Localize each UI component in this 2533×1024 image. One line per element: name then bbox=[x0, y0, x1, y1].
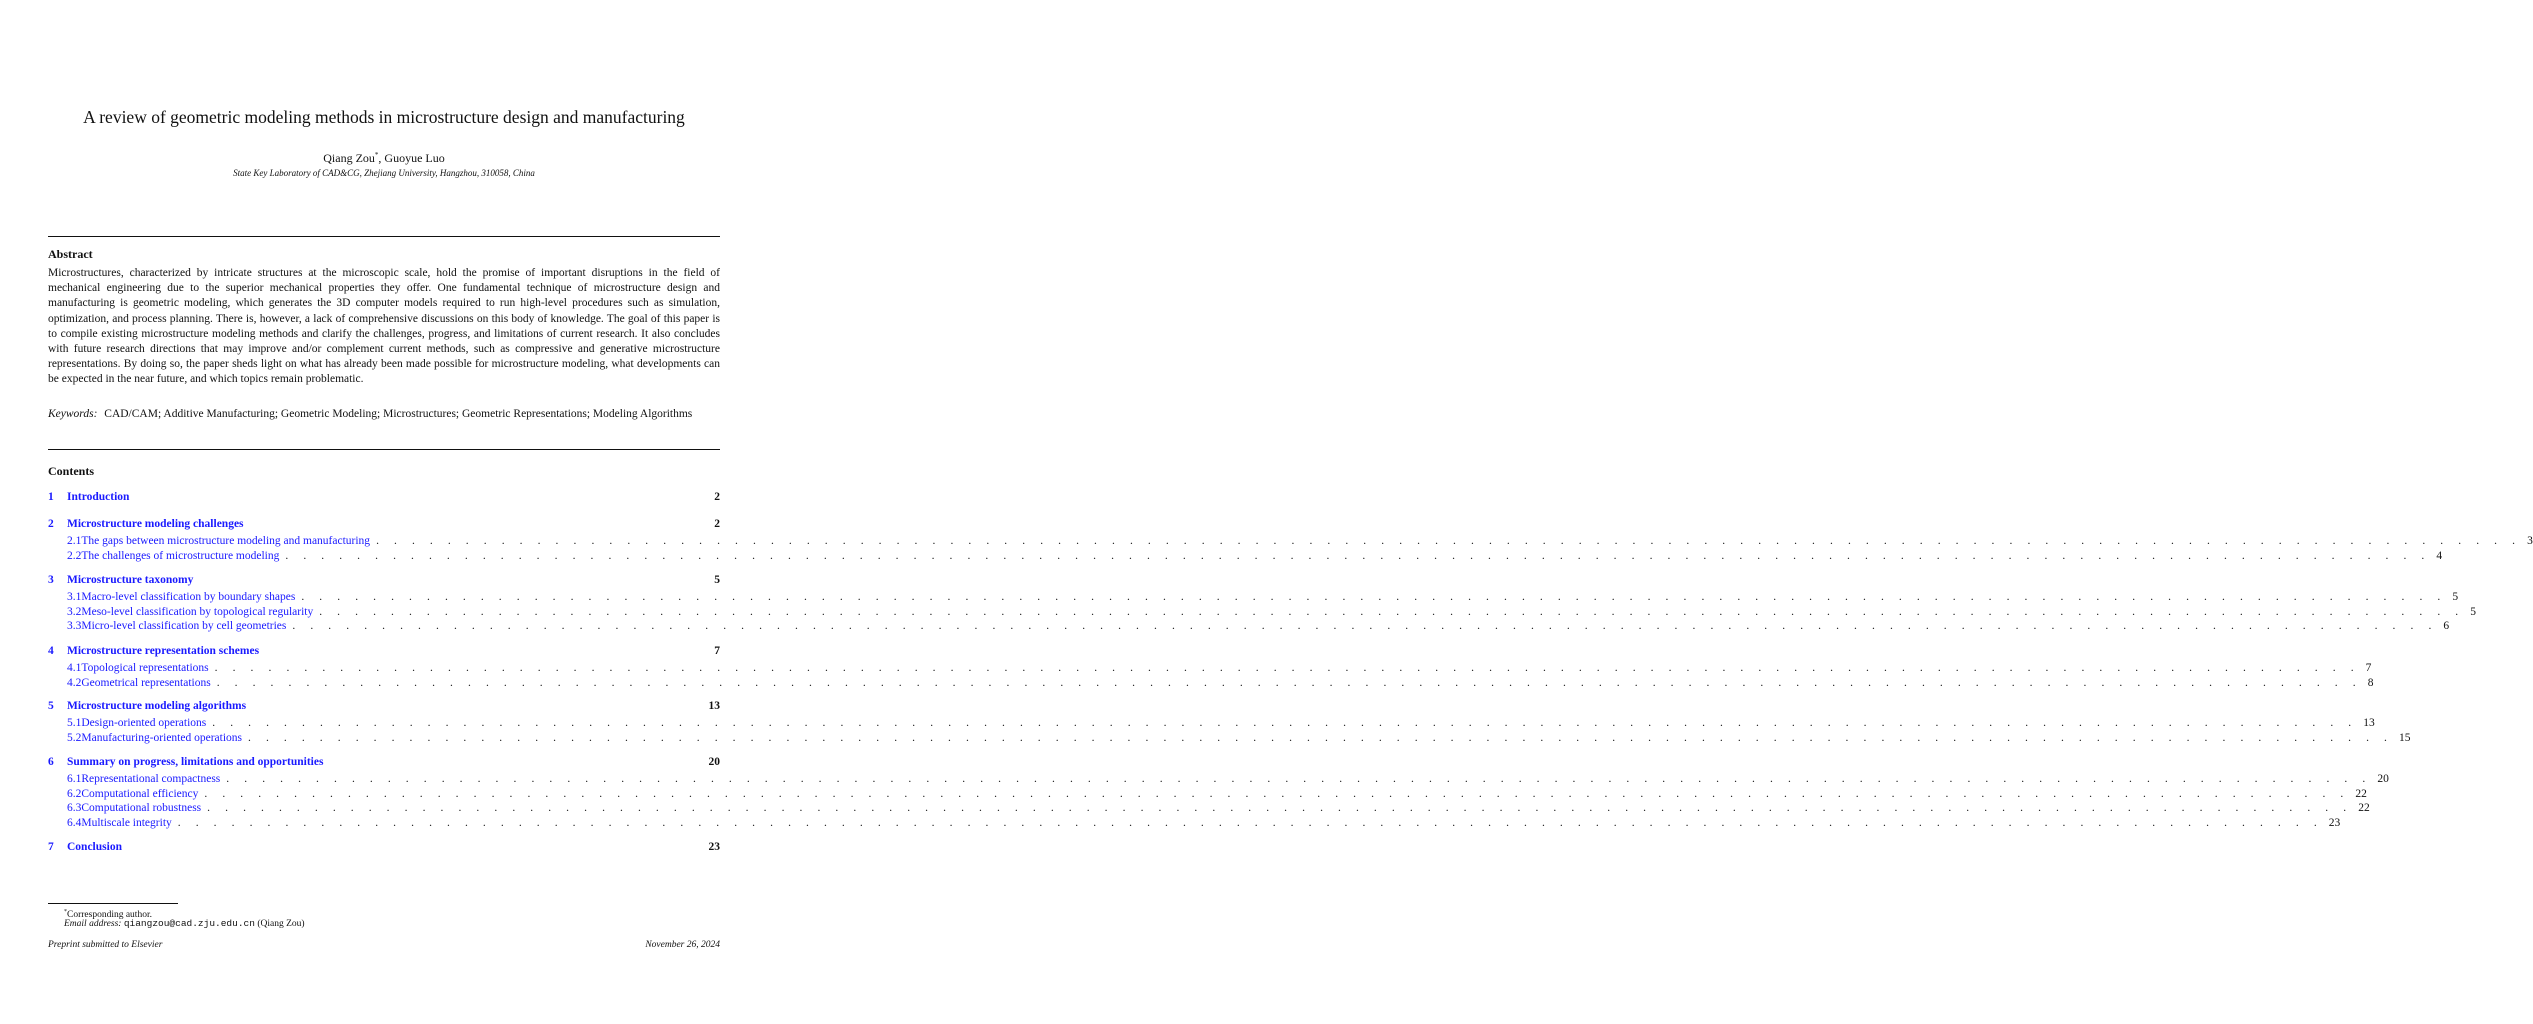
author-name: , Guoyue Luo bbox=[378, 151, 445, 165]
toc-subsection-title[interactable]: Computational efficiency bbox=[81, 787, 199, 800]
toc-subsection-title[interactable]: Multiscale integrity bbox=[81, 816, 172, 829]
toc-subsection-page: 5 bbox=[2452, 591, 2459, 603]
abstract-bottom-rule bbox=[48, 449, 720, 450]
toc-section-number: 2 bbox=[48, 518, 54, 530]
toc-subsection-number: 3.2 bbox=[67, 605, 82, 618]
toc-subsection-number: 3.1 bbox=[67, 591, 82, 603]
keywords-text: CAD/CAM; Additive Manufacturing; Geometric Modeling; Microstructures; Geometric Representations; Modeling Algorithms bbox=[104, 408, 693, 420]
footnote-mark: * bbox=[64, 909, 67, 915]
toc-subsection-number: 6.3 bbox=[67, 802, 82, 815]
toc-subsection-page: 13 bbox=[2363, 717, 2375, 729]
toc-subsection-number: 5.1 bbox=[67, 717, 82, 729]
toc-dot-leader: . . . . . . . . . . . . . . . . . . . . . . . . . . . . . . . . . . . . . . . . . . . . . . . . . . . . . . . . . . . . . . . . . . . . . . . . . . . . . . . . . . . . . . . . . . . . . . . . . . . . . . . . . . . . . . . . . . . . . . . . bbox=[177, 816, 2323, 829]
toc-section-number: 7 bbox=[48, 841, 54, 853]
toc-section-4[interactable] bbox=[48, 644, 720, 659]
toc-subsection-page: 6 bbox=[2443, 620, 2450, 633]
toc-section-page: 2 bbox=[714, 491, 720, 503]
toc-section-5[interactable] bbox=[48, 699, 720, 714]
toc-subsection-page: 22 bbox=[2358, 802, 2370, 815]
footer-date: November 26, 2024 bbox=[645, 940, 720, 950]
toc-subsection-page: 3 bbox=[2527, 535, 2533, 547]
toc-subsection-4.2[interactable] bbox=[48, 676, 2374, 691]
toc-subsection-title[interactable]: Micro-level classification by cell geometries bbox=[81, 620, 287, 633]
toc-dot-leader: . . . . . . . . . . . . . . . . . . . . . . . . . . . . . . . . . . . . . . . . . . . . . . . . . . . . . . . . . . . . . . . . . . . . . . . . . . . . . . . . . . . . . . . . . . . . . . . . . . . . . . . . . . . . . . . . . . . . . . . . bbox=[301, 591, 2447, 603]
toc-subsection-number: 3.3 bbox=[67, 620, 82, 633]
affiliation: State Key Laboratory of CAD&CG, Zhejiang University, Hangzhou, 310058, China bbox=[233, 168, 535, 178]
toc-subsection-2.2[interactable] bbox=[48, 549, 2443, 564]
toc-subsection-number: 5.2 bbox=[67, 731, 82, 744]
footer-preprint: Preprint submitted to Elsevier bbox=[48, 940, 163, 950]
toc-section-title[interactable]: Microstructure representation schemes bbox=[67, 645, 260, 657]
toc-subsection-page: 20 bbox=[2377, 773, 2389, 785]
toc-dot-leader: . . . . . . . . . . . . . . . . . . . . . . . . . . . . . . . . . . . . . . . . . . . . . . . . . . . . . . . . . . . . . . . . . . . . . . . . . . . . . . . . . . . . . . . . . . . . . . . . . . . . . . . . . . . . . . . . . . . . . . . . bbox=[292, 620, 2438, 633]
toc-section-title[interactable]: Microstructure modeling algorithms bbox=[67, 700, 247, 712]
toc-subsection-number: 6.4 bbox=[67, 816, 82, 829]
toc-subsection-3.1[interactable] bbox=[48, 590, 2459, 605]
toc-section-page: 7 bbox=[714, 645, 720, 657]
toc-section-title[interactable]: Introduction bbox=[67, 491, 130, 503]
toc-subsection-page: 15 bbox=[2399, 731, 2411, 744]
toc-subsection-number: 6.1 bbox=[67, 773, 82, 785]
contents-heading: Contents bbox=[48, 464, 95, 478]
keywords-label: Keywords: bbox=[48, 408, 98, 420]
toc-subsection-page: 22 bbox=[2355, 787, 2367, 800]
corresponding-mark[interactable]: * bbox=[374, 151, 379, 159]
toc-subsection-title[interactable]: The challenges of microstructure modeling bbox=[81, 549, 280, 562]
toc-subsection-page: 8 bbox=[2367, 676, 2374, 689]
toc-dot-leader: . . . . . . . . . . . . . . . . . . . . . . . . . . . . . . . . . . . . . . . . . . . . . . . . . . . . . . . . . . . . . . . . . . . . . . . . . . . . . . . . . . . . . . . . . . . . . . . . . . . . . . . . . . . . . . . . . . . . . . . . bbox=[376, 535, 2522, 547]
toc-section-title[interactable]: Microstructure taxonomy bbox=[67, 574, 194, 586]
toc-section-page: 23 bbox=[708, 841, 720, 853]
toc-section-number: 6 bbox=[48, 756, 54, 768]
toc-dot-leader: . . . . . . . . . . . . . . . . . . . . . . . . . . . . . . . . . . . . . . . . . . . . . . . . . . . . . . . . . . . . . . . . . . . . . . . . . . . . . . . . . . . . . . . . . . . . . . . . . . . . . . . . . . . . . . . . . . . . . . . . bbox=[216, 676, 2362, 689]
toc-section-7[interactable] bbox=[48, 840, 720, 855]
toc-subsection-title[interactable]: The gaps between microstructure modeling and manufacturing bbox=[81, 535, 371, 547]
toc-dot-leader: . . . . . . . . . . . . . . . . . . . . . . . . . . . . . . . . . . . . . . . . . . . . . . . . . . . . . . . . . . . . . . . . . . . . . . . . . . . . . . . . . . . . . . . . . . . . . . . . . . . . . . . . . . . . . . . . . . . . . . . . bbox=[204, 787, 2350, 800]
toc-section-page: 13 bbox=[708, 700, 720, 712]
footnote-text: Corresponding author. bbox=[67, 910, 152, 920]
email-link[interactable]: qiangzou@cad.zju.edu.cn bbox=[123, 918, 255, 929]
toc-subsection-6.2[interactable] bbox=[48, 787, 2367, 802]
toc-dot-leader: . . . . . . . . . . . . . . . . . . . . . . . . . . . . . . . . . . . . . . . . . . . . . . . . . . . . . . . . . . . . . . . . . . . . . . . . . . . . . . . . . . . . . . . . . . . . . . . . . . . . . . . . . . . . . . . . . . . . . . . . bbox=[285, 549, 2431, 562]
toc-section-1[interactable] bbox=[48, 490, 720, 505]
toc-subsection-6.1[interactable] bbox=[48, 772, 2389, 787]
toc-subsection-number: 6.2 bbox=[67, 787, 82, 800]
toc-subsection-3.2[interactable] bbox=[48, 605, 2477, 620]
toc-section-number: 1 bbox=[48, 491, 54, 503]
toc-section-2[interactable] bbox=[48, 517, 720, 532]
toc-subsection-title[interactable]: Geometrical representations bbox=[81, 676, 211, 689]
footnote-email bbox=[64, 918, 305, 930]
toc-section-title[interactable]: Summary on progress, limitations and opportunities bbox=[67, 756, 324, 768]
toc-subsection-3.3[interactable] bbox=[48, 619, 2450, 634]
author-name: Qiang Zou bbox=[323, 151, 375, 165]
toc-subsection-number: 4.1 bbox=[67, 662, 82, 674]
toc-subsection-number: 4.2 bbox=[67, 676, 82, 689]
toc-subsection-title[interactable]: Computational robustness bbox=[81, 802, 202, 815]
toc-subsection-title[interactable]: Design-oriented operations bbox=[81, 717, 207, 729]
toc-section-title[interactable]: Conclusion bbox=[67, 841, 122, 853]
toc-subsection-number: 2.2 bbox=[67, 549, 82, 562]
toc-section-page: 20 bbox=[708, 756, 720, 768]
toc-section-number: 4 bbox=[48, 645, 54, 657]
toc-section-6[interactable] bbox=[48, 755, 720, 770]
toc-dot-leader: . . . . . . . . . . . . . . . . . . . . . . . . . . . . . . . . . . . . . . . . . . . . . . . . . . . . . . . . . . . . . . . . . . . . . . . . . . . . . . . . . . . . . . . . . . . . . . . . . . . . . . . . . . . . . . . . . . . . . . . . bbox=[248, 731, 2394, 744]
toc-subsection-page: 23 bbox=[2328, 816, 2341, 829]
toc-subsection-5.1[interactable] bbox=[48, 716, 2375, 731]
toc-dot-leader: . . . . . . . . . . . . . . . . . . . . . . . . . . . . . . . . . . . . . . . . . . . . . . . . . . . . . . . . . . . . . . . . . . . . . . . . . . . . . . . . . . . . . . . . . . . . . . . . . . . . . . . . . . . . . . . . . . . . . . . . bbox=[214, 662, 2360, 674]
toc-subsection-title[interactable]: Manufacturing-oriented operations bbox=[81, 731, 242, 744]
toc-subsection-6.3[interactable] bbox=[48, 801, 2370, 816]
toc-subsection-5.2[interactable] bbox=[48, 731, 2411, 746]
toc-subsection-2.1[interactable] bbox=[48, 534, 2533, 549]
toc-section-page: 2 bbox=[714, 518, 720, 530]
toc-section-3[interactable] bbox=[48, 573, 720, 588]
author-line bbox=[0, 147, 768, 166]
email-label: Email address: bbox=[64, 919, 122, 929]
toc-dot-leader: . . . . . . . . . . . . . . . . . . . . . . . . . . . . . . . . . . . . . . . . . . . . . . . . . . . . . . . . . . . . . . . . . . . . . . . . . . . . . . . . . . . . . . . . . . . . . . . . . . . . . . . . . . . . . . . . . . . . . . . . bbox=[319, 605, 2465, 618]
paper-title: A review of geometric modeling methods in microstructure design and manufacturing bbox=[83, 107, 685, 127]
toc-subsection-page: 7 bbox=[2365, 662, 2372, 674]
keywords bbox=[48, 407, 720, 422]
toc-subsection-title[interactable]: Topological representations bbox=[81, 662, 209, 674]
toc-section-page: 5 bbox=[714, 574, 720, 586]
toc-section-title[interactable]: Microstructure modeling challenges bbox=[67, 518, 244, 530]
email-owner: (Qiang Zou) bbox=[257, 919, 305, 929]
abstract-heading: Abstract bbox=[48, 247, 93, 261]
toc-section-number: 5 bbox=[48, 700, 54, 712]
toc-subsection-page: 5 bbox=[2470, 605, 2477, 618]
abstract-top-rule bbox=[48, 236, 720, 237]
toc-subsection-page: 4 bbox=[2436, 549, 2443, 562]
abstract-text: Microstructures, characterized by intricate structures at the microscopic scale, hold the promise of important disruptions in the field of mechanical engineering due to the superior mechanical properties they offer. One fundamental technique of microstructure design and manufacturing is geometric modeling, which generates the 3D computer models required to run high-level procedures such as simulation, optimization, and process planning. There is, however, a lack of comprehensive discussions on this body of knowledge. The goal of this paper is to compile existing microstructure modeling methods and clarify the challenges, progress, and limitations of current research. It also concludes with future research directions that may improve and/or complement current methods, such as compressive and generative microstructure representations. By doing so, the paper sheds light on what has already been made possible for microstructure modeling, what developments can be expected in the near future, and which topics remain problematic. bbox=[48, 267, 720, 386]
toc-subsection-number: 2.1 bbox=[67, 535, 82, 547]
toc-dot-leader: . . . . . . . . . . . . . . . . . . . . . . . . . . . . . . . . . . . . . . . . . . . . . . . . . . . . . . . . . . . . . . . . . . . . . . . . . . . . . . . . . . . . . . . . . . . . . . . . . . . . . . . . . . . . . . . . . . . . . . . . bbox=[212, 717, 2358, 729]
toc-subsection-title[interactable]: Meso-level classification by topological regularity bbox=[81, 605, 314, 618]
toc-subsection-6.4[interactable] bbox=[48, 816, 2341, 831]
toc-subsection-4.1[interactable] bbox=[48, 661, 2372, 676]
toc-dot-leader: . . . . . . . . . . . . . . . . . . . . . . . . . . . . . . . . . . . . . . . . . . . . . . . . . . . . . . . . . . . . . . . . . . . . . . . . . . . . . . . . . . . . . . . . . . . . . . . . . . . . . . . . . . . . . . . . . . . . . . . . bbox=[226, 773, 2372, 785]
toc-section-number: 3 bbox=[48, 574, 54, 586]
toc-subsection-title[interactable]: Representational compactness bbox=[81, 773, 221, 785]
toc-dot-leader: . . . . . . . . . . . . . . . . . . . . . . . . . . . . . . . . . . . . . . . . . . . . . . . . . . . . . . . . . . . . . . . . . . . . . . . . . . . . . . . . . . . . . . . . . . . . . . . . . . . . . . . . . . . . . . . . . . . . . . . . bbox=[207, 802, 2353, 815]
footnote-rule bbox=[48, 903, 178, 904]
toc-subsection-title[interactable]: Macro-level classification by boundary shapes bbox=[81, 591, 296, 603]
